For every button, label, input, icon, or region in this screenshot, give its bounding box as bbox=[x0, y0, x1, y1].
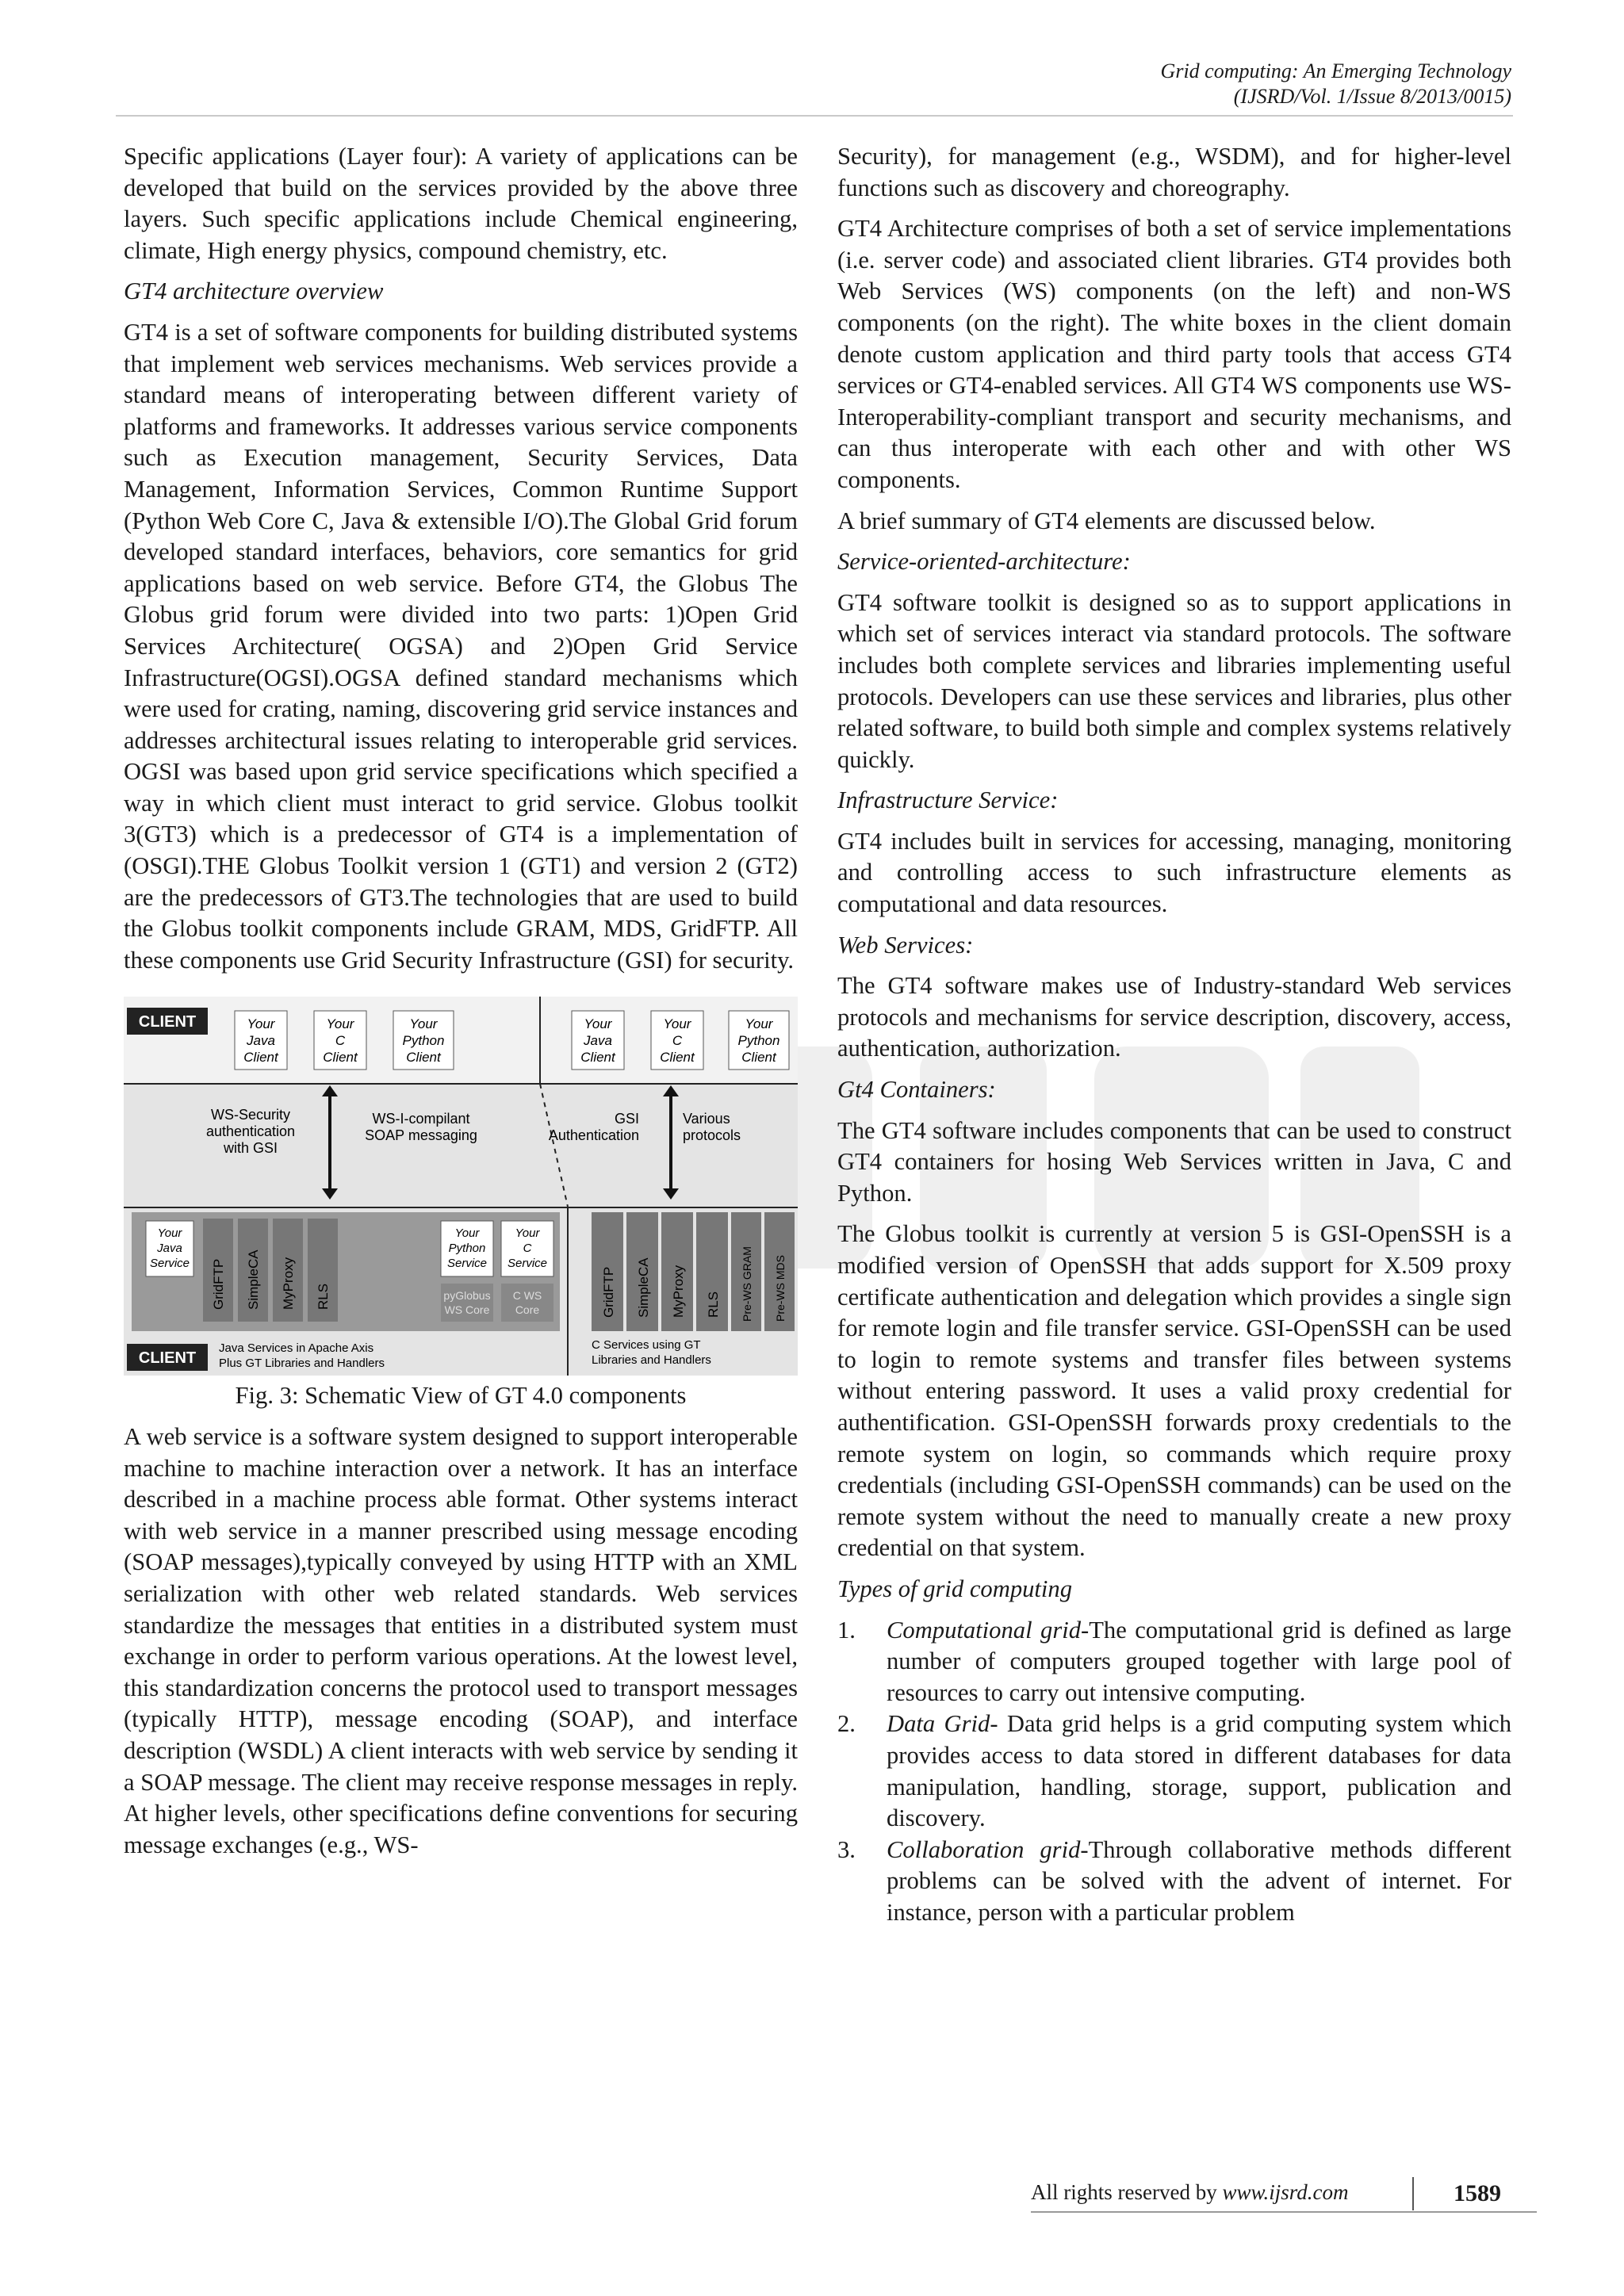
wsi-soap-label bbox=[365, 1111, 477, 1143]
svg-text:GridFTP: GridFTP bbox=[601, 1267, 616, 1318]
svg-text:protocols: protocols bbox=[683, 1127, 741, 1144]
svg-text:Client: Client bbox=[741, 1050, 776, 1066]
client-box-java-right bbox=[572, 1011, 624, 1070]
svg-text:SimpleCA: SimpleCA bbox=[636, 1257, 651, 1318]
svg-text:MyProxy: MyProxy bbox=[671, 1265, 686, 1318]
svg-text:Your: Your bbox=[745, 1016, 773, 1032]
svg-text:pyGlobus: pyGlobus bbox=[443, 1289, 491, 1303]
paragraph-security-continued: Security), for management (e.g., WSDM), and for higher-level functions such as discovery and choreography. bbox=[837, 143, 1511, 201]
paragraph-infrastructure: GT4 includes built in services for accessing, managing, monitoring and controlling access to such infrastructure elements as computational and data resources. bbox=[837, 827, 1511, 918]
svg-text:Client: Client bbox=[406, 1050, 441, 1066]
svg-text:C: C bbox=[335, 1033, 346, 1049]
page-number: 1589 bbox=[1412, 2177, 1541, 2210]
figure-caption: Fig. 3: Schematic View of GT 4.0 components bbox=[235, 1382, 687, 1410]
svg-text:GSI: GSI bbox=[614, 1111, 639, 1127]
svg-text:WS-Security: WS-Security bbox=[210, 1107, 291, 1123]
paragraph-gt4-overview: GT4 is a set of software components for building distributed systems that implement web services mechanisms. Web services provide a standard means of interoperating between different variety of platforms and frameworks. It addresses various service components such as Execution management, Security Services, Data Management, Information Services, Common Runtime Support (Python Web Core C, Java & extensible I/O).The Global Grid forum developed standard interfaces, behaviors, core semantics for grid applications based on web service. Before GT4, the Globus The Globus grid forum were divided into two parts: 1)Open Grid Services Architecture( OGSA) and 2)Open Grid Service Infrastructure(OGSI).OGSA defined standard mechanisms which were used for crating, naming, discovering grid service instances and addresses architectural issues relating to interoperable grid services. OGSI was based upon grid service specifications which specified a way in which client must interact to grid service. Globus toolkit 3(GT3) which is a predecessor of GT4 is a implementation of (OSGI).THE Globus Toolkit version 1 (GT1) and version 2 (GT2) are the predecessors of GT3.The technologies that are used to build the Globus toolkit components include GRAM, MDS, GridFTP. All these components use Grid Security Infrastructure (GSI) for security. bbox=[124, 318, 798, 974]
svg-text:WS Core: WS Core bbox=[444, 1303, 490, 1317]
heading-service-oriented: Service-oriented-architecture: bbox=[837, 548, 1131, 576]
client-box-java-left bbox=[235, 1011, 287, 1070]
right-column bbox=[837, 141, 1511, 1928]
svg-text:C: C bbox=[523, 1242, 532, 1256]
svg-text:Your: Your bbox=[326, 1016, 354, 1032]
svg-text:WS-I-compilant: WS-I-compilant bbox=[372, 1111, 470, 1127]
svg-text:Java: Java bbox=[247, 1033, 275, 1049]
svg-text:Client: Client bbox=[660, 1050, 695, 1066]
list-item: 1. Computational grid-The computational grid is defined as large number of computers grouped together with large pool of resources to carry out intensive computing. bbox=[837, 1616, 1511, 1706]
svg-text:Python: Python bbox=[448, 1242, 486, 1256]
svg-text:Plus GT Libraries and Handlers: Plus GT Libraries and Handlers bbox=[219, 1357, 385, 1371]
svg-text:Service: Service bbox=[507, 1257, 548, 1271]
svg-text:Python: Python bbox=[737, 1033, 780, 1049]
paragraph-brief-summary: A brief summary of GT4 elements are discussed below. bbox=[837, 507, 1376, 534]
svg-text:Client: Client bbox=[243, 1050, 278, 1066]
paragraph-specific-applications: Specific applications (Layer four): A variety of applications can be developed that build on the services provided by the above three layers. Such specific applications include Chemical engineering, climate, High energy physics, compound chemistry, etc. bbox=[124, 143, 798, 264]
svg-text:MyProxy: MyProxy bbox=[281, 1257, 296, 1311]
paragraph-containers: The GT4 software includes components that can be used to construct GT4 containers for hosing Web Services written in Java, C and Python. bbox=[837, 1116, 1511, 1207]
svg-text:Pre-WS MDS: Pre-WS MDS bbox=[774, 1255, 787, 1322]
list-item: 2. Data Grid- Data grid helps is a grid computing system which provides access to data stored in different databases for data manipulation, handling, storage, support, publication and discovery. bbox=[837, 1710, 1512, 1832]
paragraph-service-oriented: GT4 software toolkit is designed so as to support applications in which set of services interact via standard protocols. The software includes both complete services and libraries implementing useful protocols. Developers can use these services and libraries, plus other related software, to build both simple and complex systems relatively quickly. bbox=[837, 588, 1511, 773]
svg-text:Python: Python bbox=[402, 1033, 445, 1049]
figure-gt4-schematic bbox=[124, 997, 798, 1376]
list-item: 3. Collaboration grid-Through collaborative methods different problems can be solved with the advent of internet. For instance, person with a particular problem bbox=[837, 1835, 1511, 1926]
svg-text:Pre-WS GRAM: Pre-WS GRAM bbox=[741, 1246, 753, 1322]
paragraph-web-services: The GT4 software makes use of Industry-standard Web services protocols and mechanisms for service description, discovery, access, authentication, authorization. bbox=[837, 972, 1511, 1062]
journal-title: Grid computing: An Emerging Technology bbox=[1160, 59, 1511, 82]
svg-text:Your: Your bbox=[515, 1226, 540, 1241]
svg-text:Java: Java bbox=[584, 1033, 612, 1049]
svg-text:Service: Service bbox=[446, 1257, 488, 1271]
svg-text:C Services using GT: C Services using GT bbox=[592, 1338, 701, 1353]
svg-text:Java Services in Apache Axis: Java Services in Apache Axis bbox=[219, 1341, 374, 1356]
svg-text:Authentication: Authentication bbox=[548, 1127, 639, 1144]
heading-web-services: Web Services: bbox=[837, 931, 974, 959]
svg-text:Your: Your bbox=[247, 1016, 275, 1032]
svg-text:Your: Your bbox=[157, 1226, 182, 1241]
svg-text:Your: Your bbox=[409, 1016, 438, 1032]
svg-text:RLS: RLS bbox=[316, 1284, 331, 1311]
client-label-bottom: CLIENT bbox=[138, 1349, 197, 1368]
grid-types-list bbox=[837, 1615, 1511, 1929]
svg-text:Libraries and Handlers: Libraries and Handlers bbox=[592, 1353, 711, 1368]
client-box-c-right bbox=[651, 1011, 703, 1070]
footer-divider bbox=[1031, 2211, 1537, 2213]
svg-text:GridFTP: GridFTP bbox=[211, 1259, 226, 1311]
svg-text:SOAP messaging: SOAP messaging bbox=[365, 1127, 477, 1144]
heading-gt4-architecture: GT4 architecture overview bbox=[124, 277, 384, 305]
svg-text:C: C bbox=[672, 1033, 683, 1049]
running-header bbox=[1161, 59, 1511, 109]
svg-text:C WS: C WS bbox=[512, 1289, 542, 1303]
gt4-diagram bbox=[124, 997, 798, 1376]
client-label-top: CLIENT bbox=[138, 1013, 197, 1031]
svg-text:Service: Service bbox=[149, 1257, 190, 1271]
paragraph-gsi-openssh: The Globus toolkit is currently at version 5 is GSI-OpenSSH is a modified version of OpenSSH that adds support for X.509 proxy certificate authentication and delegation which provides a single sign for remote login and file transfer service. GSI-OpenSSH can be used to login to remote systems and transfer files between systems without entering password. It uses a valid proxy credential for authentification. GSI-OpenSSH forwards proxy credentials to the remote system on login, so commands which require proxy credentials (including GSI-OpenSSH commands) can be used on the remote system without the need to manually create a new proxy credential on that system. bbox=[837, 1220, 1511, 1562]
svg-text:Client: Client bbox=[323, 1050, 358, 1066]
svg-text:Your: Your bbox=[663, 1016, 691, 1032]
client-box-c-left bbox=[314, 1011, 366, 1070]
left-column bbox=[124, 141, 798, 1870]
svg-text:with GSI: with GSI bbox=[223, 1140, 278, 1157]
svg-text:Your: Your bbox=[454, 1226, 480, 1241]
client-box-python-left bbox=[393, 1011, 454, 1070]
heading-types-grid: Types of grid computing bbox=[837, 1575, 1073, 1602]
svg-text:RLS: RLS bbox=[706, 1292, 721, 1318]
svg-text:Java: Java bbox=[157, 1242, 182, 1256]
svg-text:Various: Various bbox=[683, 1111, 730, 1127]
header-divider bbox=[116, 115, 1513, 117]
issue-info: (IJSRD/Vol. 1/Issue 8/2013/0015) bbox=[1233, 85, 1511, 108]
footer-rights: All rights reserved by www.ijsrd.com bbox=[1031, 2180, 1349, 2204]
client-box-python-right bbox=[729, 1011, 789, 1070]
heading-infrastructure: Infrastructure Service: bbox=[837, 786, 1059, 814]
footer-link[interactable]: www.ijsrd.com bbox=[1222, 2180, 1349, 2204]
paragraph-web-service: A web service is a software system designed to support interoperable machine to machine interaction over a network. It has an interface described in a machine process able format. Other systems interact with web service in a manner prescribed using message encoding (SOAP messages),typically conveyed by using HTTP with an XML serialization with other web related standards. Web services standardize the messages that entities in a distributed system must exchange in order to perform various operations. At the lowest level, this standardization concerns the protocol used to transport messages (typically HTTP), message encoding (SOAP), and interface description (WSDL) A client interacts with web service by sending it a SOAP message. The client may receive response messages in reply. At higher levels, other specifications define conventions for securing message exchanges (e.g., WS- bbox=[124, 1423, 798, 1858]
paragraph-gt4-architecture: GT4 Architecture comprises of both a set of service implementations (i.e. server code) and associated client libraries. GT4 provides both Web Services (WS) components (on the left) and non-WS components (on the right). The white boxes in the client domain denote custom application and third party tools that access GT4 services or GT4-enabled services. All GT4 WS components use WS-Interoperability-compliant transport and security mechanisms, and can thus interoperate with each other and with other WS components. bbox=[837, 215, 1511, 493]
svg-text:SimpleCA: SimpleCA bbox=[246, 1249, 261, 1311]
svg-text:Client: Client bbox=[580, 1050, 615, 1066]
svg-text:authentication: authentication bbox=[205, 1123, 296, 1140]
heading-containers: Gt4 Containers: bbox=[837, 1076, 996, 1104]
svg-text:Your: Your bbox=[584, 1016, 612, 1032]
svg-text:Core: Core bbox=[515, 1303, 540, 1317]
